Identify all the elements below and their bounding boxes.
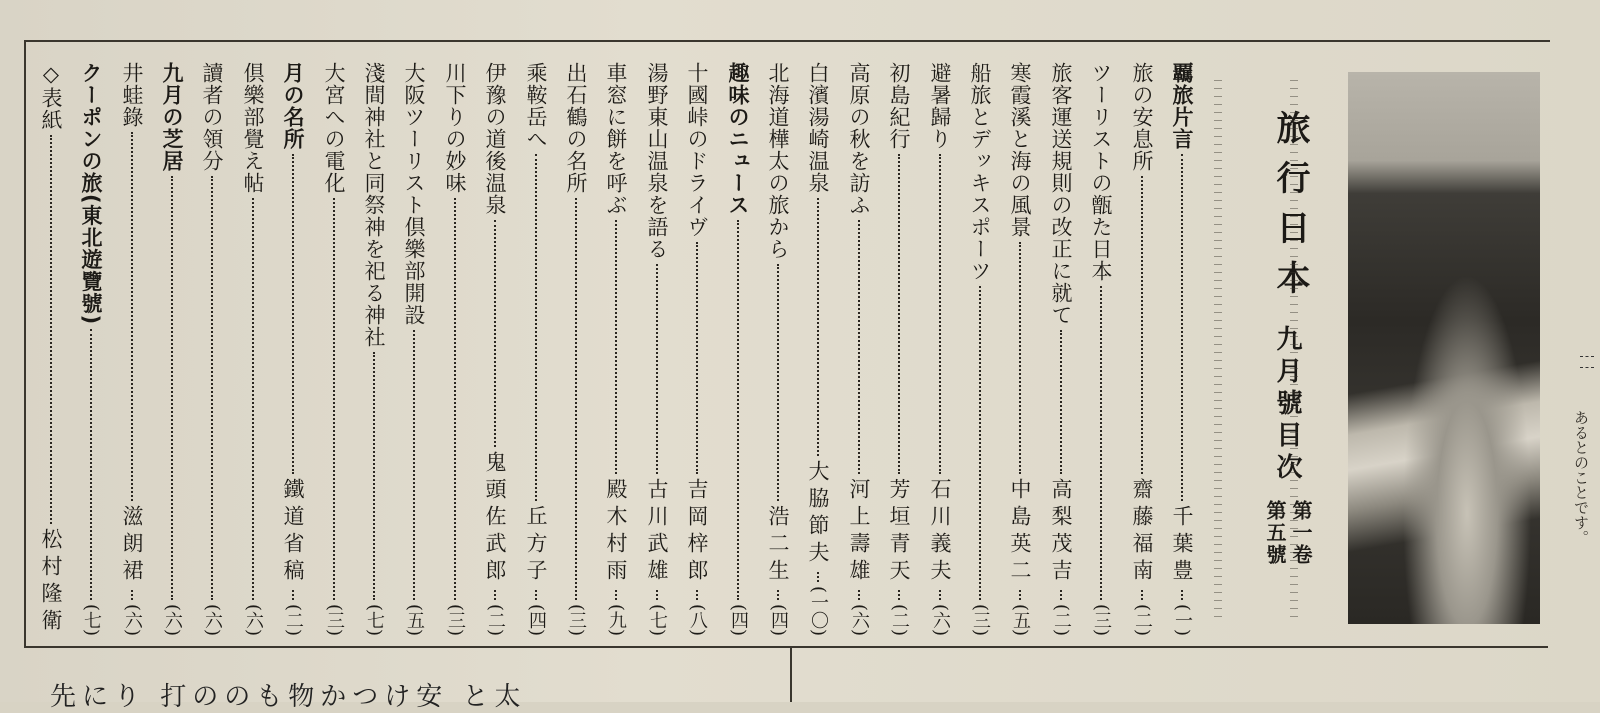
leader-dots (858, 590, 860, 600)
toc-entry-title: 井蛙錄 (120, 62, 144, 128)
toc-entry-title: 淺間神社と同祭神を祀る神社 (362, 62, 386, 348)
toc-entry (400, 62, 428, 636)
toc-entry-title: 讀者の領分 (200, 62, 224, 172)
toc-entry (279, 62, 307, 636)
toc-entry (643, 62, 671, 636)
toc-entry-title: 旅の安息所 (1130, 62, 1154, 172)
leader-dots (817, 198, 819, 456)
leader-dots (292, 590, 294, 600)
toc-entry-page: (二) (283, 603, 304, 636)
toc-entry (1087, 62, 1115, 636)
toc-entry-title: 船旅とデッキスポーツ (968, 62, 992, 282)
toc-entry (602, 62, 630, 636)
magazine-title: 旅行日本 (1270, 110, 1310, 310)
toc-entry-author: 中島英二 (1008, 477, 1032, 586)
leader-dots (535, 154, 537, 501)
toc-entry-author: 鐵道省稿 (281, 477, 305, 586)
toc-entry-page: (九) (606, 603, 627, 636)
toc-entry-title: 寒霞溪と海の風景 (1008, 62, 1032, 238)
leader-dots (615, 220, 617, 474)
toc-entry-page: (二) (1051, 603, 1072, 636)
toc-entry-page: (三) (324, 603, 345, 636)
toc-entry-author: 滋朗裙 (120, 504, 144, 586)
toc-entry-page: (六) (202, 603, 223, 636)
toc-entry-author: 河上壽雄 (847, 477, 871, 586)
bottom-column-divider (790, 648, 792, 702)
toc-entry-author: 松村隆衛 (39, 528, 63, 636)
toc-entry-page: (六) (243, 603, 264, 636)
toc-entry-title: ツーリストの甑た日本 (1089, 62, 1113, 282)
toc-entry (926, 62, 954, 636)
toc-entry-title: 乘鞍岳へ (524, 62, 548, 150)
toc-entry (1047, 62, 1075, 636)
leader-dots (535, 590, 537, 600)
toc-entry-title: ◇表紙 (39, 62, 63, 131)
leader-dots (373, 352, 375, 600)
toc-entry-title: 川下りの妙味 (443, 62, 467, 194)
toc-entry-page: (六) (930, 603, 951, 636)
toc-entry-title: 趣味のニュース (726, 62, 750, 216)
leader-dots (1060, 330, 1062, 474)
leader-dots (494, 590, 496, 600)
toc-entry-page: (二) (485, 603, 506, 636)
toc-entry (1128, 62, 1156, 636)
toc-entry-title: 大宮への電化 (322, 62, 346, 194)
toc-entry (77, 62, 105, 636)
toc-entry-title: クーポンの旅(東北遊覽號) (79, 62, 103, 326)
leader-dots (1181, 590, 1183, 600)
leader-dots (817, 572, 819, 582)
cover-photo-river-gorge (1348, 72, 1540, 624)
toc-entry (320, 62, 348, 636)
issue-title: 九月號目次 (1272, 325, 1302, 485)
toc-entry (724, 62, 752, 636)
leader-dots (50, 135, 52, 524)
leader-dots (292, 154, 294, 474)
toc-entry-page: (五) (404, 603, 425, 636)
toc-entry-page: (六) (122, 603, 143, 636)
right-margin-note: あるとのことです。 (1572, 410, 1590, 545)
toc-entry-author: 大脇節夫 (806, 459, 830, 568)
toc-entry (37, 62, 65, 636)
toc-entry-page: (三) (445, 603, 466, 636)
toc-entry-page: (八) (687, 603, 708, 636)
leader-dots (696, 242, 698, 474)
leader-dots (615, 590, 617, 600)
toc-entry-author: 丘方子 (524, 504, 548, 586)
toc-entry-title: 旅客運送規則の改正に就て (1049, 62, 1073, 326)
bottom-body-text: 先にり 打ののも物かつけ安 と太 (50, 682, 527, 712)
toc-entry-author: 浩二生 (766, 504, 790, 586)
leader-dots (333, 198, 335, 600)
leader-dots (898, 590, 900, 600)
toc-entry (360, 62, 388, 636)
leader-dots (1141, 176, 1143, 474)
volume-label: 第一卷 (1289, 500, 1313, 566)
toc-entry-title: 十國峠のドライヴ (685, 62, 709, 238)
toc-entry-author: 古川武雄 (645, 477, 669, 586)
toc-entry (683, 62, 711, 636)
leader-dots (656, 264, 658, 474)
toc-entry (118, 62, 146, 636)
toc-entry (885, 62, 913, 636)
leader-dots (696, 590, 698, 600)
leader-dots (131, 590, 133, 600)
toc-entry-author: 石川義夫 (928, 477, 952, 586)
toc-entry-page: (一) (1172, 603, 1193, 636)
toc-entry-page: (二) (889, 603, 910, 636)
toc-entry-page: (四) (728, 603, 749, 636)
toc-entry (1006, 62, 1034, 636)
toc-entry-page: (六) (849, 603, 870, 636)
toc-entry-author: 鬼頭佐武郎 (483, 450, 507, 586)
toc-entry-page: (六) (162, 603, 183, 636)
toc-entry (1168, 62, 1196, 636)
toc-entry (441, 62, 469, 636)
toc-entry-page: (一〇) (808, 585, 829, 636)
leader-dots (737, 220, 739, 600)
leader-dots (1019, 242, 1021, 474)
toc-entry-title: 高原の秋を訪ふ (847, 62, 871, 216)
toc-entry-author: 齋藤福南 (1130, 477, 1154, 586)
toc-entry-title: 九月の芝居 (160, 62, 184, 172)
frame-bottom-rule (26, 646, 1548, 648)
number-label: 第五號 (1263, 500, 1287, 566)
leader-dots (90, 329, 92, 600)
toc-entry (522, 62, 550, 636)
leader-dots (575, 198, 577, 600)
toc-entry-title: 車窓に餅を呼ぶ (604, 62, 628, 216)
toc-entry-title: 伊豫の道後温泉 (483, 62, 507, 216)
toc-entry-author: 吉岡梓郎 (685, 477, 709, 586)
toc-entry (239, 62, 267, 636)
toc-entry (198, 62, 226, 636)
leader-dots (252, 198, 254, 600)
toc-entry-title: 湯野東山温泉を語る (645, 62, 669, 260)
leader-dots (494, 220, 496, 447)
leader-dots (1019, 590, 1021, 600)
toc-entry-author: 殿木村雨 (604, 477, 628, 586)
leader-dots (211, 176, 213, 600)
toc-entry-page: (四) (526, 603, 547, 636)
toc-entry-page: (七) (81, 603, 102, 636)
toc-entry-title: 月の名所 (281, 62, 305, 150)
leader-dots (777, 590, 779, 600)
toc-entry-title: 大阪ツーリスト倶樂部開設 (402, 62, 426, 326)
toc-entry-title: 初島紀行 (887, 62, 911, 150)
toc-entry-page: (四) (768, 603, 789, 636)
wavy-rule (1290, 80, 1298, 620)
toc-entry-title: 避暑歸り (928, 62, 952, 150)
leader-dots (777, 264, 779, 501)
toc-entry-title: 北海道樺太の旅から (766, 62, 790, 260)
toc-entry-page: (三) (1091, 603, 1112, 636)
leader-dots (1181, 154, 1183, 501)
leader-dots (454, 198, 456, 600)
leader-dots (131, 132, 133, 501)
page-edge-mark (1580, 356, 1594, 368)
toc-entry (966, 62, 994, 636)
leader-dots (939, 590, 941, 600)
toc-entry (481, 62, 509, 636)
toc-entry (158, 62, 186, 636)
leader-dots (1060, 590, 1062, 600)
wavy-rule (1214, 80, 1222, 620)
toc-entry-title: 白濱湯崎温泉 (806, 62, 830, 194)
leader-dots (1141, 590, 1143, 600)
toc-entry-page: (五) (1010, 603, 1031, 636)
toc-entry (804, 62, 832, 636)
leader-dots (939, 154, 941, 474)
toc-entry-title: 倶樂部覺え帖 (241, 62, 265, 194)
toc-entry (562, 62, 590, 636)
toc-entry-page: (三) (970, 603, 991, 636)
leader-dots (656, 590, 658, 600)
toc-entry (764, 62, 792, 636)
toc-entry-title: 出石鶴の名所 (564, 62, 588, 194)
toc-entry-author: 高梨茂吉 (1049, 477, 1073, 586)
toc-entry-title: 覊旅片言 (1170, 62, 1194, 150)
toc-entry-author: 千葉豊 (1170, 504, 1194, 586)
leader-dots (1100, 286, 1102, 600)
toc-entry-page: (三) (566, 603, 587, 636)
toc-entry-page: (七) (647, 603, 668, 636)
leader-dots (413, 330, 415, 600)
toc-entry (845, 62, 873, 636)
leader-dots (898, 154, 900, 474)
leader-dots (979, 286, 981, 600)
leader-dots (858, 220, 860, 474)
toc-entry-page: (七) (364, 603, 385, 636)
toc-entry-page: (二) (1132, 603, 1153, 636)
toc-entry-author: 芳垣青天 (887, 477, 911, 586)
leader-dots (171, 176, 173, 600)
